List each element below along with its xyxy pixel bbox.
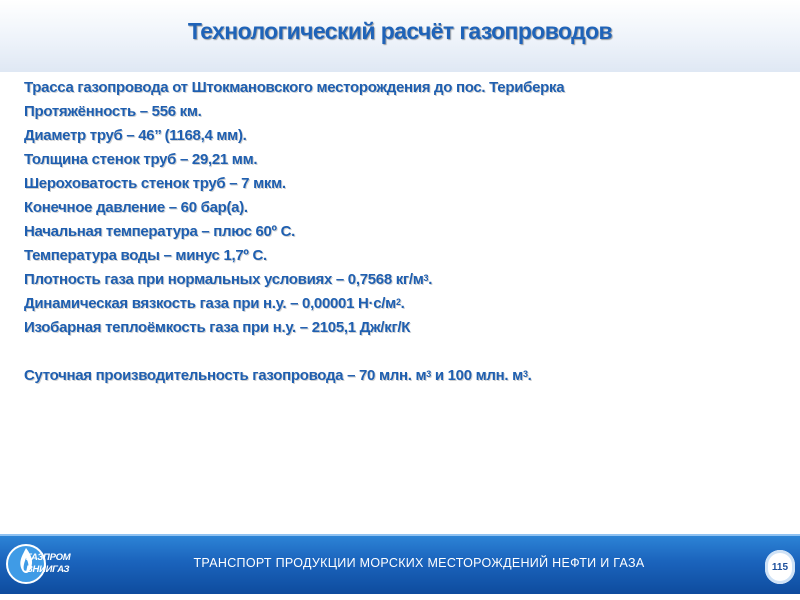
- viscosity-text: Динамическая вязкость газа при н.у. – 0,00001 Н·с/м: [24, 295, 396, 312]
- final-pressure-line: Конечное давление – 60 бар(а).: [24, 199, 248, 216]
- logo-line-2: ВНИИГАЗ: [26, 564, 70, 575]
- superscript-3-second: 3: [522, 369, 528, 379]
- throughput-middle: и 100 млн. м: [430, 367, 523, 384]
- logo-line-1: ГАЗПРОМ: [26, 552, 71, 563]
- diameter-line: Диаметр труб – 46’’ (1168,4 мм).: [24, 127, 247, 144]
- wall-thickness-line: Толщина стенок труб – 29,21 мм.: [24, 151, 258, 168]
- gas-density-period: .: [428, 271, 433, 288]
- initial-temperature-line: Начальная температура – плюс 60º С.: [24, 223, 296, 240]
- footer-title: ТРАНСПОРТ ПРОДУКЦИИ МОРСКИХ МЕСТОРОЖДЕНИЙ НЕФТИ И ГАЗА: [193, 556, 645, 570]
- content-block: [24, 76, 764, 388]
- throughput-line: [24, 364, 764, 388]
- spacer: [24, 340, 764, 364]
- superscript-2: 2: [395, 297, 401, 307]
- heat-capacity-line: Изобарная теплоёмкость газа при н.у. – 2105,1 Дж/кг/К: [24, 319, 411, 336]
- throughput-end: .: [527, 367, 532, 384]
- viscosity-line: [24, 292, 764, 316]
- viscosity-period: .: [400, 295, 405, 312]
- route-line: Трасса газопровода от Штокмановского месторождения до пос. Териберка: [24, 79, 565, 96]
- throughput-prefix: Суточная производительность газопровода – 70 млн. м: [24, 367, 427, 384]
- gas-density-text: Плотность газа при нормальных условиях – 0,7568 кг/м: [24, 271, 424, 288]
- page-title: Технологический расчёт газопроводов: [187, 18, 613, 44]
- superscript-3-first: 3: [426, 369, 431, 379]
- length-line: Протяжённость – 556 км.: [24, 103, 202, 120]
- gas-density-line: [24, 268, 764, 292]
- page-number-badge: 115: [765, 550, 795, 584]
- water-temperature-line: Температура воды – минус 1,7º С.: [24, 247, 267, 264]
- superscript-3: 3: [423, 273, 429, 283]
- roughness-line: Шероховатость стенок труб – 7 мкм.: [24, 175, 286, 192]
